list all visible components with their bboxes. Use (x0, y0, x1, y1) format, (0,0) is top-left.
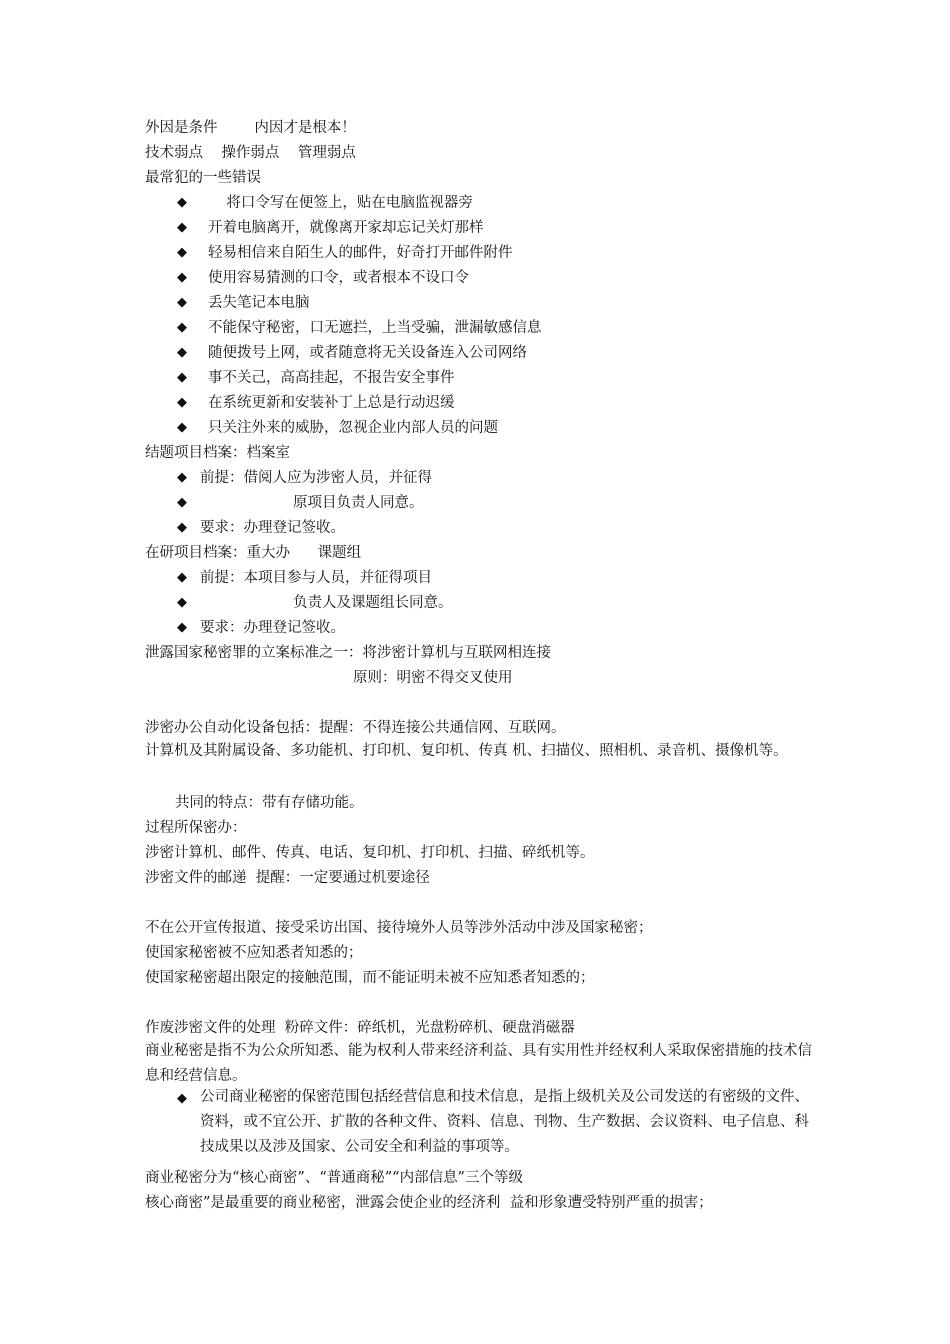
bullet-icon: ◆ (177, 295, 187, 310)
bullet-icon: ◆ (177, 395, 187, 410)
devices-list-paragraph: 计算机及其附属设备、多功能机、打印机、复印机、传真 机、扫描仪、照相机、录音机、摄像机等。 (145, 743, 788, 759)
bullet-icon: ◆ (177, 620, 187, 635)
mistake-item: 使用容易猜测的口令，或者根本不设口令 (208, 270, 469, 286)
mistake-item: 随便拨号上网，或者随意将无关设备连入公司网络 (208, 345, 527, 361)
archive-item: 要求：办理登记签收。 (200, 620, 345, 636)
bullet-icon: ◆ (177, 420, 187, 435)
archive-item: 要求：办理登记签收。 (200, 520, 345, 536)
heading-common-mistakes: 最常犯的一些错误 (145, 170, 261, 186)
bullet-icon: ◆ (177, 220, 187, 235)
mistake-item: 轻易相信来自陌生人的邮件，好奇打开邮件附件 (208, 245, 513, 261)
mistake-item: 事不关己，高高挂起，不报告安全事件 (208, 370, 455, 386)
heading-internal-external: 外因是条件 内因才是根本！ (145, 120, 356, 136)
waste-handling-line: 作废涉密文件的处理 粉碎文件：碎纸机，光盘粉碎机、硬盘消磁器 (145, 1020, 575, 1036)
bullet-icon: ◆ (177, 345, 187, 360)
mailing-line: 涉密文件的邮递 提醒：一定要通过机要途径 (145, 870, 430, 886)
mistake-item: 在系统更新和安装补丁上总是行动迟缓 (208, 395, 455, 411)
principle-line: 原则：明密不得交叉使用 (353, 670, 513, 686)
trade-secret-levels: 商业秘密分为“核心商密”、“普通商秘”“内部信息”三个等级 (145, 1170, 523, 1186)
leak-crime-standard: 泄露国家秘密罪的立案标准之一：将涉密计算机与互联网相连接 (145, 645, 551, 661)
mistake-item: 不能保守秘密，口无遮拦，上当受骗，泄漏敏感信息 (208, 320, 542, 336)
mistake-item: 丢失笔记本电脑 (208, 295, 310, 311)
bullet-icon: ◆ (177, 470, 187, 485)
rule-line-3: 使国家秘密超出限定的接触范围，而不能证明未被不应知悉者知悉的； (145, 970, 595, 986)
core-secret-line: 核心商密”是最重要的商业秘密，泄露会使企业的经济利 益和形象遭受特别严重的损害； (145, 1195, 713, 1211)
archive-item: 前提：借阅人应为涉密人员，并征得 (200, 470, 432, 486)
mistake-item: 开着电脑离开，就像离开家却忘记关灯那样 (208, 220, 484, 236)
bullet-icon: ◆ (177, 195, 187, 210)
archive-item: 负责人及课题组长同意。 (293, 595, 453, 611)
bullet-icon: ◆ (177, 245, 187, 260)
bullet-icon: ◆ (177, 270, 187, 285)
bullet-icon: ◆ (177, 570, 187, 585)
bullet-icon: ◆ (177, 595, 187, 610)
common-feature-line: 共同的特点：带有存储功能。 (175, 795, 364, 811)
archive-item: 原项目负责人同意。 (293, 495, 424, 511)
rule-line-2: 使国家秘密被不应知悉者知悉的； (145, 945, 363, 961)
ongoing-archive-heading: 在研项目档案：重大办 课题组 (145, 545, 362, 561)
process-office-line: 过程所保密办： (145, 820, 247, 836)
mistake-item: 将口令写在便签上，贴在电脑监视器旁 (208, 195, 473, 211)
bullet-icon: ◆ (177, 520, 187, 535)
closed-archive-heading: 结题项目档案：档案室 (145, 445, 290, 461)
trade-secret-definition: 商业秘密是指不为公众所知悉、能为权利人带来经济利益、具有实用性并经权利人采取保密措施的技术信息和经营信息。 (145, 1043, 812, 1084)
archive-item: 前提：本项目参与人员，并征得项目 (200, 570, 432, 586)
heading-weaknesses: 技术弱点 操作弱点 管理弱点 (145, 145, 356, 161)
bullet-icon: ◆ (177, 1091, 187, 1106)
trade-secret-scope: 公司商业秘密的保密范围包括经营信息和技术信息，是指上级机关及公司发送的有密级的文件、资料，或不宜公开、扩散的各种文件、资料、信息、刊物、生产数据、会议资料、电子信息、科技成果以及涉及国家、公司安全和利益的事项等。 (200, 1089, 809, 1155)
office-devices-line: 涉密办公自动化设备包括：提醒：不得连接公共通信网、互联网。 (145, 720, 566, 736)
rule-line-1: 不在公开宣传报道、接受采访出国、接待境外人员等涉外活动中涉及国家秘密； (145, 920, 653, 936)
bullet-icon: ◆ (177, 495, 187, 510)
mistake-item: 只关注外来的威胁，忽视企业内部人员的问题 (208, 420, 498, 436)
classified-items-line: 涉密计算机、邮件、传真、电话、复印机、打印机、扫描、碎纸机等。 (145, 845, 595, 861)
bullet-icon: ◆ (177, 370, 187, 385)
bullet-icon: ◆ (177, 320, 187, 335)
